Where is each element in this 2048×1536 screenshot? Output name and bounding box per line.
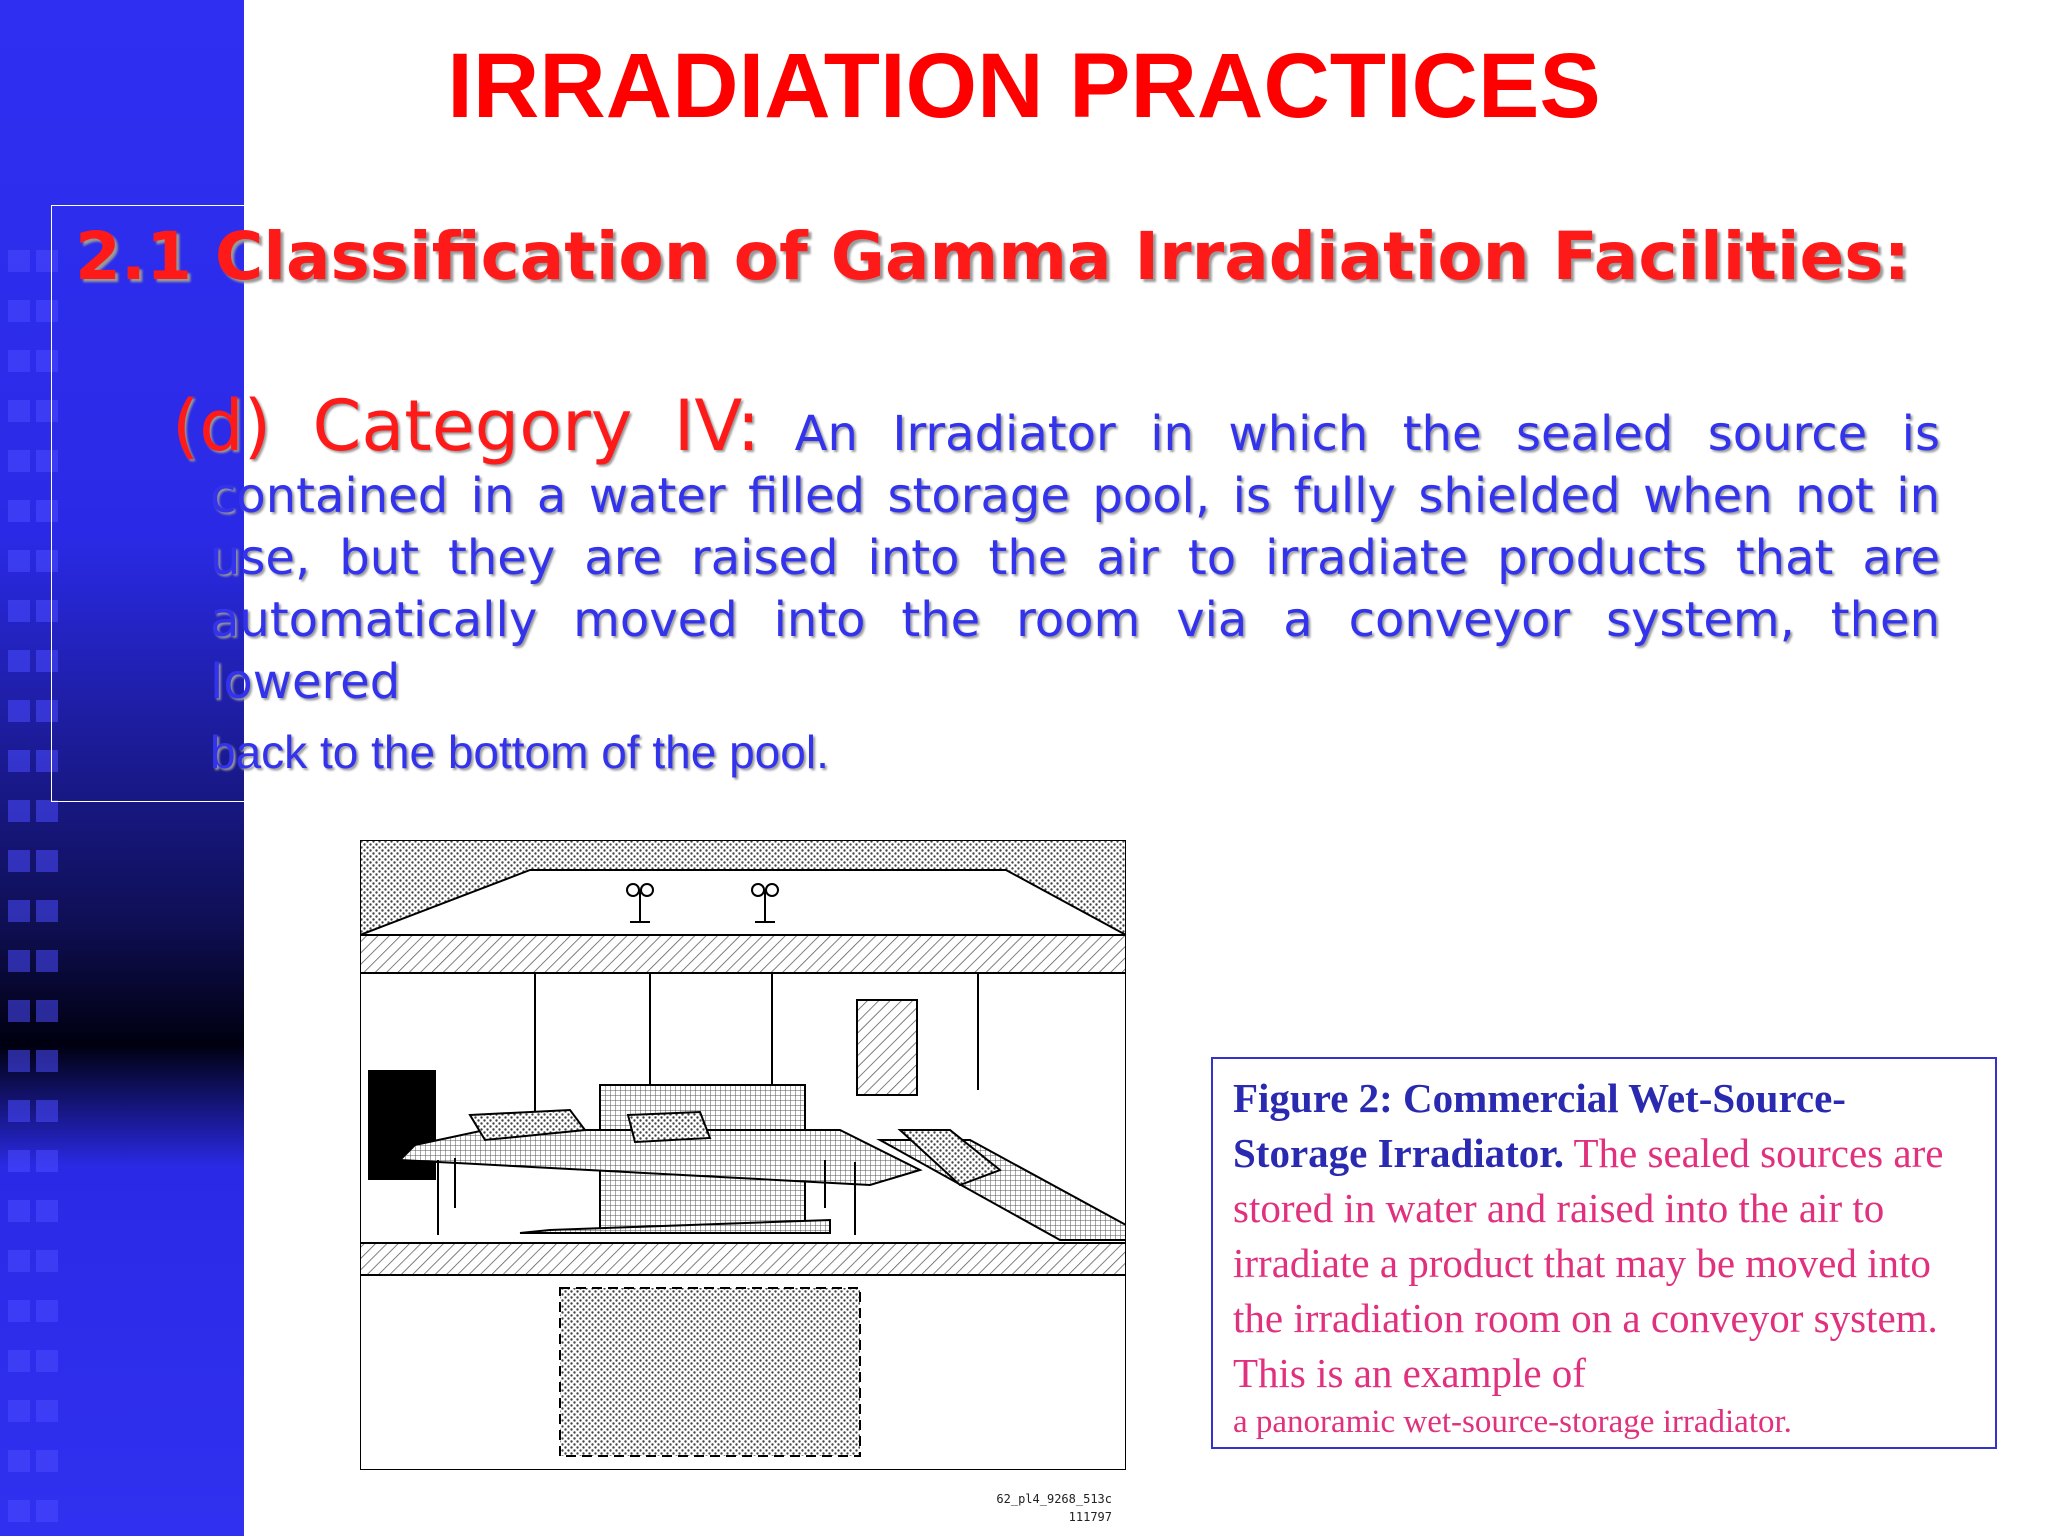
image-code-line2: 111797 — [1068, 1510, 1112, 1524]
figure-caption — [1211, 1057, 1997, 1449]
sidebar-square — [8, 1250, 30, 1272]
sidebar-square — [8, 1500, 30, 1522]
sidebar-square — [36, 1450, 58, 1472]
sidebar-square — [8, 1200, 30, 1222]
door — [368, 1070, 436, 1180]
sidebar-square — [8, 1150, 30, 1172]
sidebar-square — [8, 800, 30, 822]
sidebar-square — [8, 1450, 30, 1472]
sidebar-square — [36, 1050, 58, 1072]
description-main: An Irradiator in which the sealed source is contained in a water filled storage pool, is fully shielded when not in use, but they are raised into the air to irradiate products that are automatically moved into the room via a conveyor system, then lowered — [210, 406, 1940, 710]
sidebar-square — [8, 350, 30, 372]
sidebar-square — [8, 1350, 30, 1372]
caption-ending: a panoramic wet-source-storage irradiator. — [1233, 1404, 1792, 1440]
wall-vent — [857, 1000, 917, 1095]
sidebar-square — [8, 400, 30, 422]
sidebar-square — [8, 850, 30, 872]
sidebar-square — [8, 500, 30, 522]
sidebar-square — [36, 1400, 58, 1422]
sidebar-square — [8, 700, 30, 722]
sidebar-square — [36, 850, 58, 872]
sidebar-square — [8, 950, 30, 972]
sidebar-square — [8, 600, 30, 622]
sidebar-square — [36, 1100, 58, 1122]
section-heading: 2.1 Classification of Gamma Irradiation Facilities: — [75, 218, 1910, 295]
sidebar-square — [36, 1150, 58, 1172]
sidebar-square — [8, 1050, 30, 1072]
sidebar-square — [8, 250, 30, 272]
sidebar-square — [36, 1350, 58, 1372]
sidebar-square — [36, 800, 58, 822]
slide-title: IRRADIATION PRACTICES — [447, 35, 1601, 137]
sidebar-square — [36, 1000, 58, 1022]
sidebar-square — [36, 1200, 58, 1222]
description-tail: back to the bottom of the pool. — [210, 726, 829, 778]
sidebar-square — [8, 1300, 30, 1322]
sidebar-square — [36, 950, 58, 972]
category-label: (d) Category IV: — [172, 385, 761, 467]
sidebar-square — [36, 1300, 58, 1322]
water-pool — [560, 1288, 860, 1456]
sidebar-square — [8, 300, 30, 322]
floor-slab — [360, 1243, 1126, 1275]
caption-body: The sealed sources are stored in water and raised into the air to irradiate a product that may be moved into the irradiation room on a conveyor system. This is an example of — [1233, 1130, 1944, 1396]
image-reference-code — [966, 1490, 1112, 1526]
category-description — [172, 385, 1940, 783]
sidebar-square — [8, 750, 30, 772]
sidebar-square — [8, 450, 30, 472]
image-code-line1: 62_pl4_9268_513c — [996, 1492, 1112, 1506]
sidebar-square — [8, 1400, 30, 1422]
sidebar-square — [36, 1250, 58, 1272]
sidebar-square — [8, 650, 30, 672]
irradiator-diagram — [360, 840, 1126, 1470]
ceiling-slab — [360, 935, 1126, 973]
sidebar-square — [36, 1500, 58, 1522]
caption-title: Figure 2: Commercial Wet-Source-Storage Irradiator. — [1233, 1075, 1846, 1176]
sidebar-square — [8, 1000, 30, 1022]
sidebar-square — [8, 550, 30, 572]
sidebar-square — [36, 900, 58, 922]
sidebar-square — [8, 1100, 30, 1122]
sidebar-square — [8, 900, 30, 922]
